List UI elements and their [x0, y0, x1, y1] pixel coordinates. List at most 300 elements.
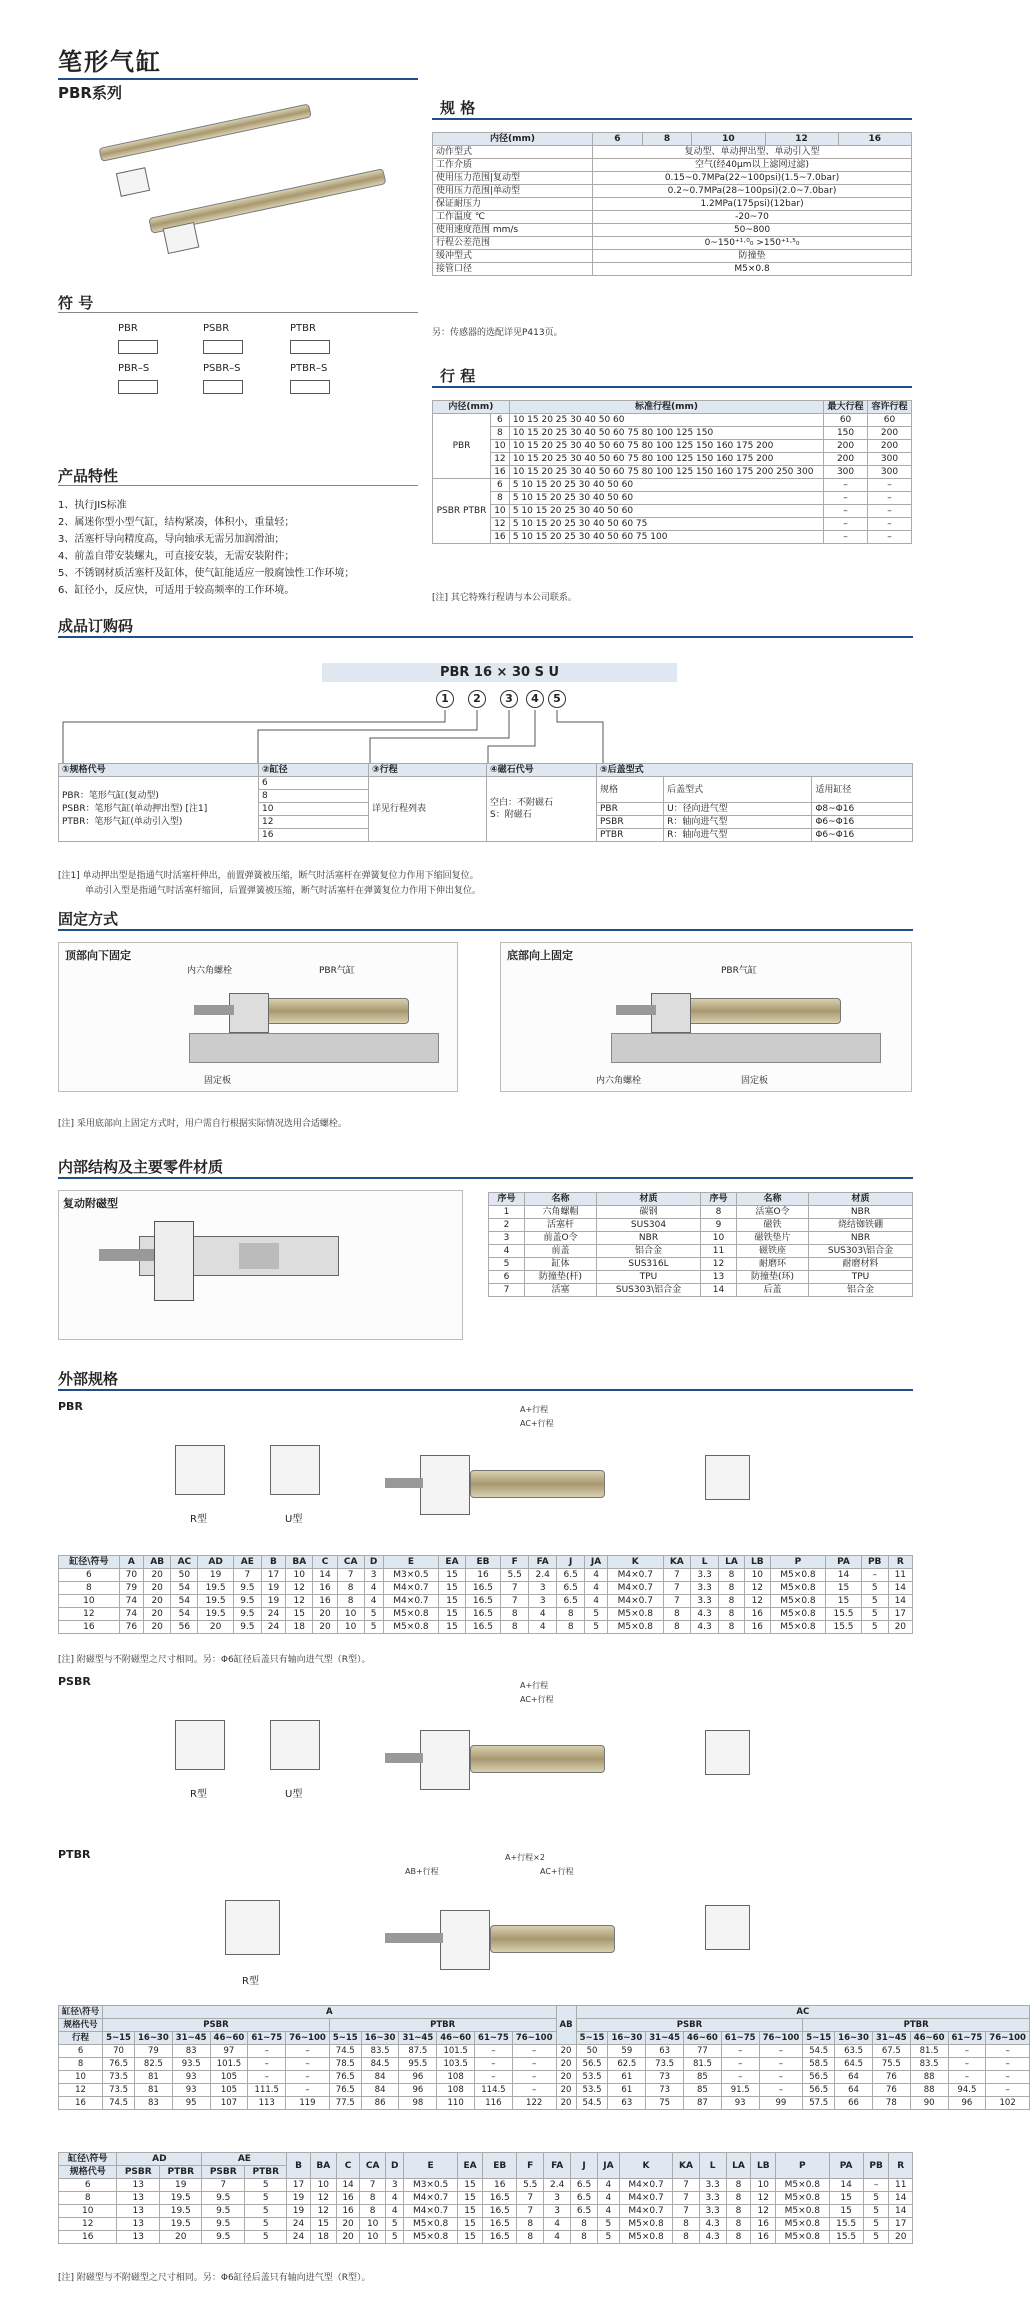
table-cell: 16 [59, 2097, 103, 2110]
table-cell: 56 [171, 1621, 198, 1634]
table-cell: 14 [826, 1569, 862, 1582]
table-cell: 95.5 [399, 2058, 437, 2071]
table-cell: 78 [872, 2097, 910, 2110]
sbr-tbr-a-table [58, 2005, 1030, 2110]
table-cell: 15 [439, 1569, 465, 1582]
table-cell: 19.5 [160, 2205, 202, 2218]
table-row [59, 2231, 913, 2244]
page-title: 笔形气缸 [58, 48, 162, 76]
table-cell: 4.3 [691, 1608, 719, 1621]
table-cell: 75 [646, 2097, 684, 2110]
table-cell: 13 [117, 2179, 160, 2192]
table-cell: 11 [888, 1569, 912, 1582]
table-cell: 7 [663, 1595, 691, 1608]
table-cell: 16 [59, 1621, 120, 1634]
table-cell: M5×0.8 [619, 2231, 672, 2244]
table-cell: – [863, 2179, 889, 2192]
table-cell: – [475, 2071, 513, 2084]
table-cell: 81.5 [910, 2045, 948, 2058]
table-cell: 76.5 [329, 2084, 361, 2097]
table-cell: 13 [117, 2231, 160, 2244]
table-cell: 15 [829, 2192, 863, 2205]
table-cell: 3.3 [699, 2192, 726, 2205]
table-cell: 19.5 [160, 2218, 202, 2231]
table-cell: 20 [556, 2084, 576, 2097]
table-cell: 95 [172, 2097, 210, 2110]
table-cell: 16 [751, 2231, 776, 2244]
table-cell: 10 [286, 1569, 313, 1582]
table-cell: 5 [386, 2218, 404, 2231]
table-cell: M4×0.7 [383, 1582, 439, 1595]
table-cell: 6 [59, 1569, 120, 1582]
table-cell: 12 [286, 1582, 313, 1595]
table-cell: 3 [386, 2179, 404, 2192]
table-cell: M4×0.7 [607, 1595, 663, 1608]
table-cell: 16 [751, 2218, 776, 2231]
table-row [59, 1569, 913, 1582]
table-cell: M5×0.8 [770, 1621, 826, 1634]
table-cell: 16 [313, 1582, 337, 1595]
table-cell: 64 [835, 2071, 873, 2084]
table-cell: 4 [585, 1582, 608, 1595]
table-cell: 102 [986, 2097, 1030, 2110]
table-cell: 3.3 [691, 1569, 719, 1582]
table-cell: 8 [673, 2218, 699, 2231]
table-cell: 20 [889, 2231, 913, 2244]
table-cell: 88 [910, 2071, 948, 2084]
table-cell: 56.5 [576, 2058, 608, 2071]
table-cell: 5 [585, 1621, 608, 1634]
table-cell: 5 [863, 2205, 889, 2218]
table-cell: 82.5 [134, 2058, 172, 2071]
table-cell: M4×0.7 [619, 2205, 672, 2218]
table-cell: 24 [287, 2218, 310, 2231]
table-cell: – [286, 2058, 330, 2071]
header-cell: PSBR [117, 2166, 160, 2179]
header-cell: 46~60 [684, 2032, 722, 2045]
table-cell: – [512, 2071, 556, 2084]
header-cell: 46~60 [910, 2032, 948, 2045]
table-cell: 15 [439, 1621, 465, 1634]
symbol-pbr-icon [118, 340, 158, 354]
table-cell: 5 [597, 2231, 619, 2244]
table-cell: 8 [360, 2192, 386, 2205]
header-cell: FA [529, 1556, 557, 1569]
table-cell: 6.5 [571, 2192, 598, 2205]
symbol-label-psbr: PSBR [203, 323, 230, 334]
table-cell: 13 [117, 2192, 160, 2205]
table-cell: 15 [829, 2205, 863, 2218]
table-cell: 9.5 [233, 1608, 261, 1621]
table-cell: 16 [313, 1595, 337, 1608]
header-cell: 缸径\符号 [59, 2006, 103, 2019]
header-cell: F [501, 1556, 529, 1569]
table-cell: 16.5 [483, 2218, 517, 2231]
table-cell: 10 [360, 2231, 386, 2244]
table-cell: 12 [310, 2205, 336, 2218]
header-cell: AC [576, 2006, 1029, 2019]
header-cell: PTBR [803, 2019, 1030, 2032]
table-cell: 63 [646, 2045, 684, 2058]
table-cell: 20 [556, 2097, 576, 2110]
table-cell: 8 [719, 1595, 745, 1608]
table-cell: M5×0.8 [776, 2179, 829, 2192]
order-table: ①规格代号 ②缸径 ③行程 ④磁石代号 ⑤后盖型式 PBR：笔形气缸(复动型) PSBR：笔形气缸(单动押出型) [注1] PTBR：笔形气缸(单动引入型) 6 详见行程列表 空白：不附磁石 S：附磁石 规格 后盖型式 适用缸径 8 10 PBR U：径向进气型 Φ8~Φ16 12 PSBR R：轴向进气型 Φ6~Φ16 16 PTBR R：轴向进气型 Φ6~Φ16 [58, 763, 913, 842]
table-cell: 122 [512, 2097, 556, 2110]
table-cell: – [948, 2058, 986, 2071]
header-cell: PSBR [103, 2019, 330, 2032]
spec-note: 另：传感器的选配详见P413页。 [432, 328, 563, 338]
table-cell: 4.3 [699, 2218, 726, 2231]
table-cell: 63 [608, 2097, 646, 2110]
spec-table: 内径(mm) 6 8 10 12 16 动作型式 复动型、单动押出型、单动引入型 工作介质 空气(经40μm以上滤网过滤) 使用压力范围|复动型 0.15~0.7MPa(22~100psi)(1.5~7.0bar) 使用压力范围|单动型 0.2~0.7MPa(28~100psi)(2.0~7.0bar) 保证耐压力 1.2MPa(175psi)(12bar) 工作温度 ℃ -20~70 使用速度范围 mm/s 50~800 行程公差范围 0~150⁺¹·⁰₀ >150⁺¹·⁵₀ 缓冲型式 防撞垫 接管口径 M5×0.8 [432, 132, 912, 276]
table-cell: 86 [361, 2097, 399, 2110]
table-cell: 84 [361, 2071, 399, 2084]
table-cell: 10 [360, 2218, 386, 2231]
table-cell: 6.5 [571, 2179, 598, 2192]
table-cell: 15 [457, 2179, 482, 2192]
table-cell: 8 [719, 1569, 745, 1582]
table-cell: 16 [336, 2192, 359, 2205]
header-cell: 31~45 [172, 2032, 210, 2045]
header-cell: 76~100 [986, 2032, 1030, 2045]
table-cell: – [248, 2071, 286, 2084]
table-cell: 8 [571, 2231, 598, 2244]
table-cell: 24 [261, 1621, 285, 1634]
table-cell: 96 [399, 2071, 437, 2084]
table-cell: 12 [310, 2192, 336, 2205]
table-cell: 70 [119, 1569, 143, 1582]
header-cell: K [619, 2153, 672, 2179]
header-cell: PSBR [576, 2019, 803, 2032]
table-cell: 108 [437, 2071, 475, 2084]
header-cell: 31~45 [646, 2032, 684, 2045]
table-cell: 20 [336, 2218, 359, 2231]
symbol-pbrs-icon [118, 380, 158, 394]
table-cell: 84.5 [361, 2058, 399, 2071]
table-cell: M4×0.7 [607, 1582, 663, 1595]
header-cell: E [404, 2153, 457, 2179]
order-connector-lines [58, 708, 618, 768]
table-cell: 4 [529, 1621, 557, 1634]
table-cell: 16 [336, 2205, 359, 2218]
symbol-psbr-icon [203, 340, 243, 354]
mount-bottom-drawing: 底部向上固定 PBR气缸 内六角螺栓 固定板 [500, 942, 912, 1092]
order-num-1: 1 [436, 690, 454, 708]
table-cell: 93 [172, 2071, 210, 2084]
table-cell: 111.5 [248, 2084, 286, 2097]
table-cell: 74.5 [329, 2045, 361, 2058]
table-cell: 73 [646, 2084, 684, 2097]
table-cell: – [759, 2058, 803, 2071]
table-cell: 20 [313, 1608, 337, 1621]
table-cell: 96 [399, 2084, 437, 2097]
order-num-2: 2 [468, 690, 486, 708]
header-cell: R [889, 2153, 913, 2179]
table-cell: 6 [59, 2179, 117, 2192]
table-cell: 53.5 [576, 2084, 608, 2097]
table-cell: – [861, 1569, 888, 1582]
table-cell: 76.5 [103, 2058, 135, 2071]
table-cell: 17 [888, 1608, 912, 1621]
header-cell: B [261, 1556, 285, 1569]
table-cell: 24 [261, 1608, 285, 1621]
table-cell: – [986, 2045, 1030, 2058]
order-code: PBR 16 × 30 S U [322, 663, 677, 682]
feature-list: 1、执行JIS标准 2、属迷你型小型气缸，结构紧凑，体积小，重量轻； 3、活塞杆导向精度高，导向轴承无需另加润滑油； 4、前盖自带安装螺丸，可直接安装，无需安装附件； 5、不锈钢材质活塞杆及缸体，使气缸能适应一般腐蚀性工作环境； 6、缸径小，反应快，可适用于较高频率的工作环境。 [58, 500, 355, 596]
pbr-dim-table [58, 1555, 913, 1634]
table-cell: 81 [134, 2084, 172, 2097]
header-cell: LB [751, 2153, 776, 2179]
table-cell: 19.5 [198, 1595, 234, 1608]
table-cell: 7 [233, 1569, 261, 1582]
header-cell: EB [483, 2153, 517, 2179]
order-title: 成品订购码 [58, 617, 134, 635]
table-cell: 50 [171, 1569, 198, 1582]
table-cell: 5.5 [517, 2179, 544, 2192]
table-cell: 4 [597, 2179, 619, 2192]
table-cell: 14 [888, 1582, 912, 1595]
table-cell: M5×0.8 [619, 2218, 672, 2231]
table-cell: 74 [119, 1595, 143, 1608]
table-cell: 17 [261, 1569, 285, 1582]
table-row [59, 2218, 913, 2231]
table-cell: 12 [59, 2084, 103, 2097]
table-cell: 8 [501, 1621, 529, 1634]
table-row [59, 1621, 913, 1634]
table-cell: 8 [517, 2231, 544, 2244]
header-cell: 5~15 [803, 2032, 835, 2045]
header-cell: PA [829, 2153, 863, 2179]
parts-table: 序号 名称 材质 序号 名称 材质 1 六角螺帽 碳钢 8 活塞O令 NBR 2 活塞杆 SUS304 9 磁铁 烧结铷铁硼 3 前盖O令 NBR 10 磁铁垫片 NBR 4 前盖 铝合金 11 磁铁座 SUS303\铝合金 5 缸体 SUS316L 12 耐磨环 耐磨材料 6 防撞垫(杆) TPU 13 防撞垫(环) TPU 7 活塞 SUS303\铝合金 14 后盖 铝合金 [488, 1192, 913, 1297]
table-cell: 8 [719, 1621, 745, 1634]
table-cell: 8 [337, 1582, 364, 1595]
table-cell: 59 [608, 2045, 646, 2058]
table-cell: 8 [726, 2231, 751, 2244]
table-cell: 3 [364, 1569, 383, 1582]
header-cell: 46~60 [210, 2032, 248, 2045]
header-cell: AD [117, 2153, 202, 2166]
pbr-title: PBR [58, 1400, 83, 1413]
table-cell: 12 [59, 2218, 117, 2231]
header-cell: AE [233, 1556, 261, 1569]
table-cell: 62.5 [608, 2058, 646, 2071]
header-cell: 规格代号 [59, 2166, 117, 2179]
header-cell: D [364, 1556, 383, 1569]
header-cell: AE [202, 2153, 287, 2166]
outer-title: 外部规格 [58, 1370, 119, 1388]
table-cell: 7 [663, 1582, 691, 1595]
table-cell: 16 [744, 1608, 770, 1621]
table-cell: 15 [457, 2218, 482, 2231]
table-cell: 75.5 [872, 2058, 910, 2071]
table-cell: 119 [286, 2097, 330, 2110]
table-cell: 19.5 [160, 2192, 202, 2205]
outer-note: [注] 附磁型与不附磁型之尺寸相同。另：Φ6缸径后盖只有轴向进气型（R型）。 [58, 2273, 371, 2283]
table-cell: 24 [287, 2231, 310, 2244]
table-cell: 5 [386, 2231, 404, 2244]
table-cell: 10 [744, 1569, 770, 1582]
table-cell: 103.5 [437, 2058, 475, 2071]
table-cell: 15.5 [829, 2218, 863, 2231]
table-cell: – [948, 2071, 986, 2084]
table-cell: 6 [59, 2045, 103, 2058]
table-cell: 6.5 [571, 2205, 598, 2218]
table-cell: 5 [245, 2205, 287, 2218]
table-cell: 74.5 [103, 2097, 135, 2110]
header-cell: PTBR [245, 2166, 287, 2179]
table-cell: 8 [726, 2218, 751, 2231]
table-cell: 57.5 [803, 2097, 835, 2110]
table-cell: 76 [872, 2071, 910, 2084]
table-cell: – [721, 2058, 759, 2071]
table-cell: 14 [313, 1569, 337, 1582]
table-cell: 12 [286, 1595, 313, 1608]
table-cell: 4 [585, 1569, 608, 1582]
table-cell: 15.5 [826, 1608, 862, 1621]
table-cell: 10 [310, 2179, 336, 2192]
header-cell: 76~100 [759, 2032, 803, 2045]
table-cell: 5 [863, 2218, 889, 2231]
table-cell: 3 [529, 1595, 557, 1608]
table-cell: M5×0.8 [770, 1569, 826, 1582]
table-cell: 10 [59, 1595, 120, 1608]
table-cell: 8 [719, 1582, 745, 1595]
header-cell: LA [719, 1556, 745, 1569]
table-cell: 7 [673, 2192, 699, 2205]
table-cell: 14 [889, 2205, 913, 2218]
symbol-ptbrs-icon [290, 380, 330, 394]
header-cell: CA [337, 1556, 364, 1569]
table-cell: 4 [364, 1595, 383, 1608]
table-cell: 94.5 [948, 2084, 986, 2097]
table-cell: 16.5 [465, 1621, 501, 1634]
table-cell: 54.5 [803, 2045, 835, 2058]
table-cell: M4×0.7 [404, 2192, 457, 2205]
table-row [59, 2192, 913, 2205]
table-cell: 7 [202, 2179, 245, 2192]
table-cell: – [759, 2084, 803, 2097]
internal-drawing: 复动附磁型 [58, 1190, 463, 1340]
table-cell: 5 [364, 1621, 383, 1634]
table-cell: 87.5 [399, 2045, 437, 2058]
table-cell: 5 [245, 2179, 287, 2192]
table-cell: 18 [286, 1621, 313, 1634]
mount-top-drawing: 顶部向下固定 内六角螺栓 PBR气缸 固定板 [58, 942, 458, 1092]
table-cell: 16 [59, 2231, 117, 2244]
table-cell: 15 [826, 1595, 862, 1608]
table-cell: – [286, 2071, 330, 2084]
table-cell: 13 [117, 2205, 160, 2218]
header-cell: 16~30 [835, 2032, 873, 2045]
table-cell: – [986, 2071, 1030, 2084]
ptbr-title: PTBR [58, 1848, 91, 1861]
table-cell: 4 [597, 2205, 619, 2218]
table-cell: 5 [245, 2192, 287, 2205]
table-cell: 8 [719, 1608, 745, 1621]
table-cell: 10 [59, 2071, 103, 2084]
table-cell: 85 [684, 2084, 722, 2097]
features-title: 产品特性 [58, 467, 119, 485]
table-cell: 5 [861, 1621, 888, 1634]
table-cell: – [986, 2058, 1030, 2071]
table-cell: 54 [171, 1582, 198, 1595]
table-cell: 56.5 [803, 2071, 835, 2084]
table-cell: 15 [457, 2205, 482, 2218]
table-cell: M5×0.8 [607, 1608, 663, 1621]
table-cell: 15 [457, 2231, 482, 2244]
table-cell: 4.3 [691, 1621, 719, 1634]
table-cell: – [759, 2045, 803, 2058]
table-cell: 91.5 [721, 2084, 759, 2097]
mount-title: 固定方式 [58, 910, 119, 928]
table-cell: 5 [245, 2231, 287, 2244]
table-cell: 9.5 [202, 2231, 245, 2244]
table-cell: 3 [544, 2192, 571, 2205]
table-cell: 20 [556, 2071, 576, 2084]
table-cell: 16 [465, 1569, 501, 1582]
table-cell: 19 [261, 1582, 285, 1595]
table-cell: 9.5 [233, 1621, 261, 1634]
table-cell: 15 [439, 1595, 465, 1608]
table-cell: 116 [475, 2097, 513, 2110]
table-cell: M5×0.8 [776, 2205, 829, 2218]
pbr-note: [注] 附磁型与不附磁型之尺寸相同。另：Φ6缸径后盖只有轴向进气型（R型）。 [58, 1655, 371, 1665]
table-cell: 12 [744, 1595, 770, 1608]
table-cell: 9.5 [233, 1582, 261, 1595]
table-cell: 12 [59, 1608, 120, 1621]
table-cell: 8 [726, 2192, 751, 2205]
header-cell: AD [198, 1556, 234, 1569]
table-cell: 83 [172, 2045, 210, 2058]
symbol-label-pbr: PBR [118, 323, 138, 334]
header-cell: FA [544, 2153, 571, 2179]
table-cell: 4 [597, 2192, 619, 2205]
header-cell: J [571, 2153, 598, 2179]
table-cell: 4.3 [699, 2231, 726, 2244]
table-cell: M5×0.8 [776, 2192, 829, 2205]
table-cell: – [759, 2071, 803, 2084]
internal-title: 内部结构及主要零件材质 [58, 1158, 224, 1176]
symbol-ptbr-icon [290, 340, 330, 354]
table-cell: 4 [544, 2218, 571, 2231]
table-cell: 77.5 [329, 2097, 361, 2110]
table-cell: 6.5 [557, 1595, 585, 1608]
table-cell: 8 [59, 2058, 103, 2071]
table-cell: 20 [556, 2045, 576, 2058]
table-cell: 73 [646, 2071, 684, 2084]
table-cell: 5 [861, 1595, 888, 1608]
header-cell: PA [826, 1556, 862, 1569]
header-cell: C [336, 2153, 359, 2179]
header-cell: J [557, 1556, 585, 1569]
table-cell: 15 [439, 1582, 465, 1595]
table-cell: 15 [310, 2218, 336, 2231]
table-row [59, 1595, 913, 1608]
table-cell: M5×0.8 [776, 2231, 829, 2244]
table-cell: 5 [245, 2218, 287, 2231]
table-cell: 16.5 [483, 2231, 517, 2244]
table-cell: 6.5 [557, 1582, 585, 1595]
table-cell: 53.5 [576, 2071, 608, 2084]
symbol-psbrs-icon [203, 380, 243, 394]
table-cell: 73.5 [103, 2071, 135, 2084]
table-cell: 9.5 [202, 2218, 245, 2231]
symbol-label-psbrs: PSBR–S [203, 363, 241, 374]
table-cell: 3 [544, 2205, 571, 2218]
table-row [59, 2205, 913, 2218]
table-cell: 98 [399, 2097, 437, 2110]
